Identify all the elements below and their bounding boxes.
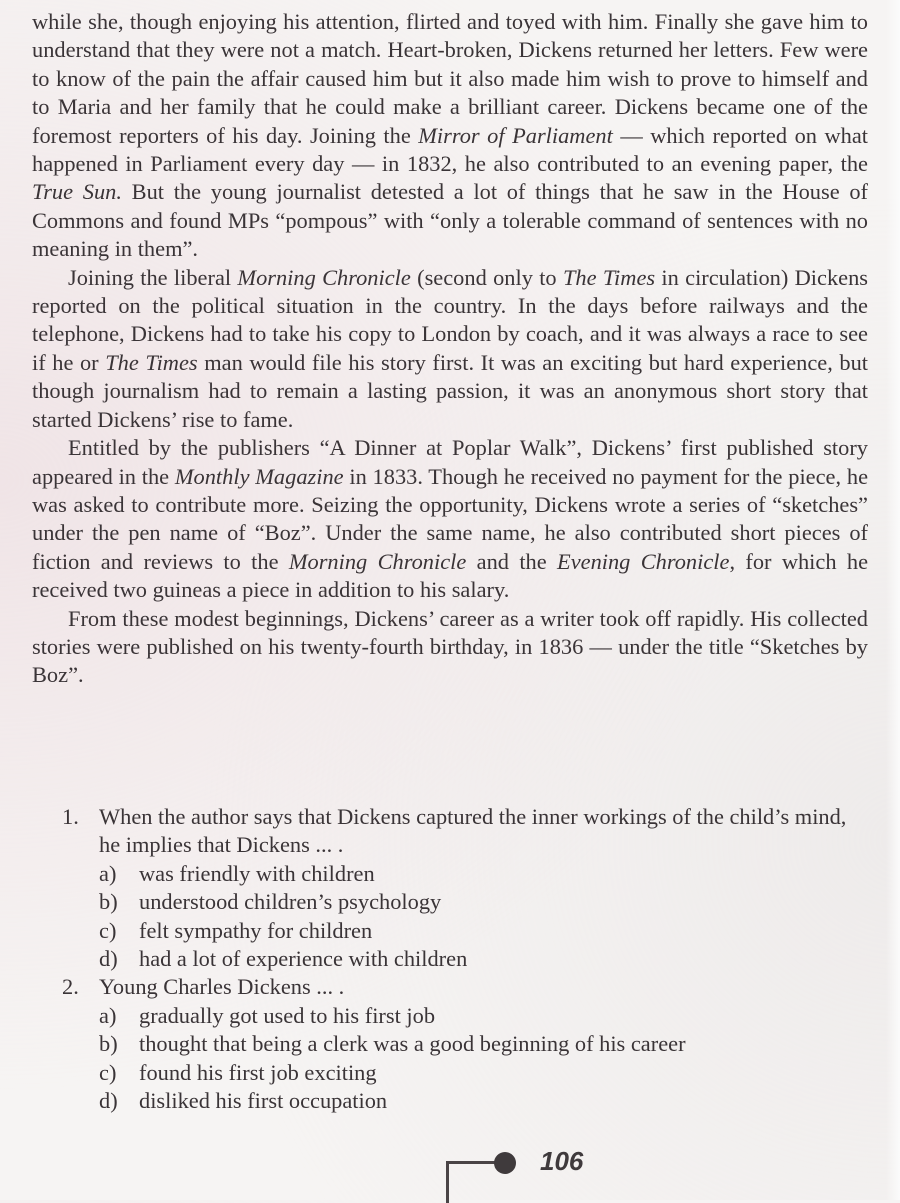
question-item [62, 973, 868, 1115]
option-text: gradually got used to his first job [139, 1002, 436, 1028]
publication-title: Morning Chronicle [237, 264, 411, 290]
option-letter: d) [99, 1088, 118, 1114]
option-text: understood children’s psychology [139, 889, 442, 915]
answer-option [99, 1059, 868, 1087]
option-letter: b) [99, 889, 118, 915]
text-run: in circulation) Dickens reported on the political situation in the country. In the days before railways and the telephone, Dickens had to take his copy to London by coach, and it was always a race to see if he or [32, 264, 869, 375]
text-run: while she, though enjoying his attention, flirted and toyed with him. Finally she gave him to understand that they were not a match. Heart-broken, Dickens returned her letters. Few were to know of the pain the affair caused him but it also made him wish to prove to himself and to Maria and her family that he could make a brilliant career. Dickens became one of the foremost reporters of his day. Joining the [32, 9, 868, 148]
text-run: Joining the liberal [68, 264, 238, 290]
publication-title: Mirror of Parliament [418, 122, 613, 148]
text-run: — which reported on what happened in Parliament every day — in 1832, he also contributed to an evening paper, the [32, 122, 868, 177]
question-number: 2. [62, 974, 79, 1000]
answer-options [62, 1002, 868, 1116]
text-run: (second only to [410, 264, 563, 290]
option-text: thought that being a clerk was a good beginning of his career [139, 1031, 686, 1057]
question-text: Young Charles Dickens ... . [99, 974, 345, 1000]
text-run: in 1833. Though he received no payment for the piece, he was asked to contribute more. Seizing the opportunity, Dickens wrote a series of “sketches” under the pen name of “Boz”. Under the same name, he also contributed short pieces of fiction and reviews to the [32, 463, 869, 574]
option-text: disliked his first occupation [139, 1088, 388, 1114]
question-text: When the author says that Dickens captured the inner workings of the child’s mind, he implies that Dickens ... . [99, 804, 847, 858]
answer-option [99, 1030, 868, 1058]
answer-option [99, 1087, 868, 1115]
paragraph [32, 8, 868, 264]
footer-dot-icon [494, 1152, 516, 1174]
answer-option [99, 1002, 868, 1030]
publication-title: Morning Chronicle [288, 548, 467, 574]
option-text: felt sympathy for children [139, 917, 373, 943]
text-run: From these modest beginnings, Dickens’ career as a writer took off rapidly. His collected stories were published on his twenty-fourth birthday, in 1836 — under the title “Sketches by Boz”. [32, 605, 868, 688]
page-footer [0, 1140, 900, 1200]
publication-title: The Times [562, 264, 656, 290]
answer-option [99, 917, 868, 945]
option-text: had a lot of experience with children [139, 946, 468, 972]
option-text: found his first job exciting [139, 1059, 377, 1085]
option-letter: c) [99, 917, 117, 943]
question-stem [62, 973, 868, 1001]
footer-rule-vertical [446, 1163, 449, 1203]
option-letter: a) [99, 1002, 117, 1028]
paragraph [32, 434, 868, 604]
text-run: and the [466, 548, 558, 574]
article-body [32, 8, 868, 690]
publication-title: Evening Chronicle [557, 548, 730, 574]
option-letter: b) [99, 1031, 118, 1057]
option-letter: d) [99, 946, 118, 972]
paragraph [32, 605, 868, 690]
publication-title: Monthly Magazine [174, 463, 344, 489]
answer-option [99, 860, 868, 888]
question-item [62, 803, 868, 973]
answer-options [62, 860, 868, 974]
publication-title: True Sun. [32, 179, 122, 205]
footer-rule-horizontal [446, 1161, 496, 1164]
text-run: man would file his story first. It was an exciting but hard experience, but though journalism had to remain a lasting passion, it was an anonymous short story that started Dickens’ rise to fame. [32, 349, 868, 432]
answer-option [99, 945, 868, 973]
text-run: Entitled by the publishers “A Dinner at Poplar Walk”, Dickens’ first published story appeared in the [32, 435, 868, 489]
publication-title: The Times [105, 349, 198, 375]
option-letter: a) [99, 860, 117, 886]
paragraph [32, 264, 868, 434]
question-number: 1. [62, 804, 79, 829]
page-number: 106 [540, 1146, 584, 1176]
question-stem [62, 803, 868, 860]
text-run: But the young journalist detested a lot of things that he saw in the House of Commons and found MPs “pompous” with “only a tolerable command of sentences with no meaning in them”. [32, 179, 868, 262]
option-text: was friendly with children [139, 860, 375, 886]
page-edge [886, 0, 900, 1200]
question-list [62, 803, 868, 1115]
text-run: , for which he received two guineas a piece in addition to his salary. [32, 548, 869, 603]
answer-option [99, 888, 868, 916]
option-letter: c) [99, 1059, 117, 1085]
